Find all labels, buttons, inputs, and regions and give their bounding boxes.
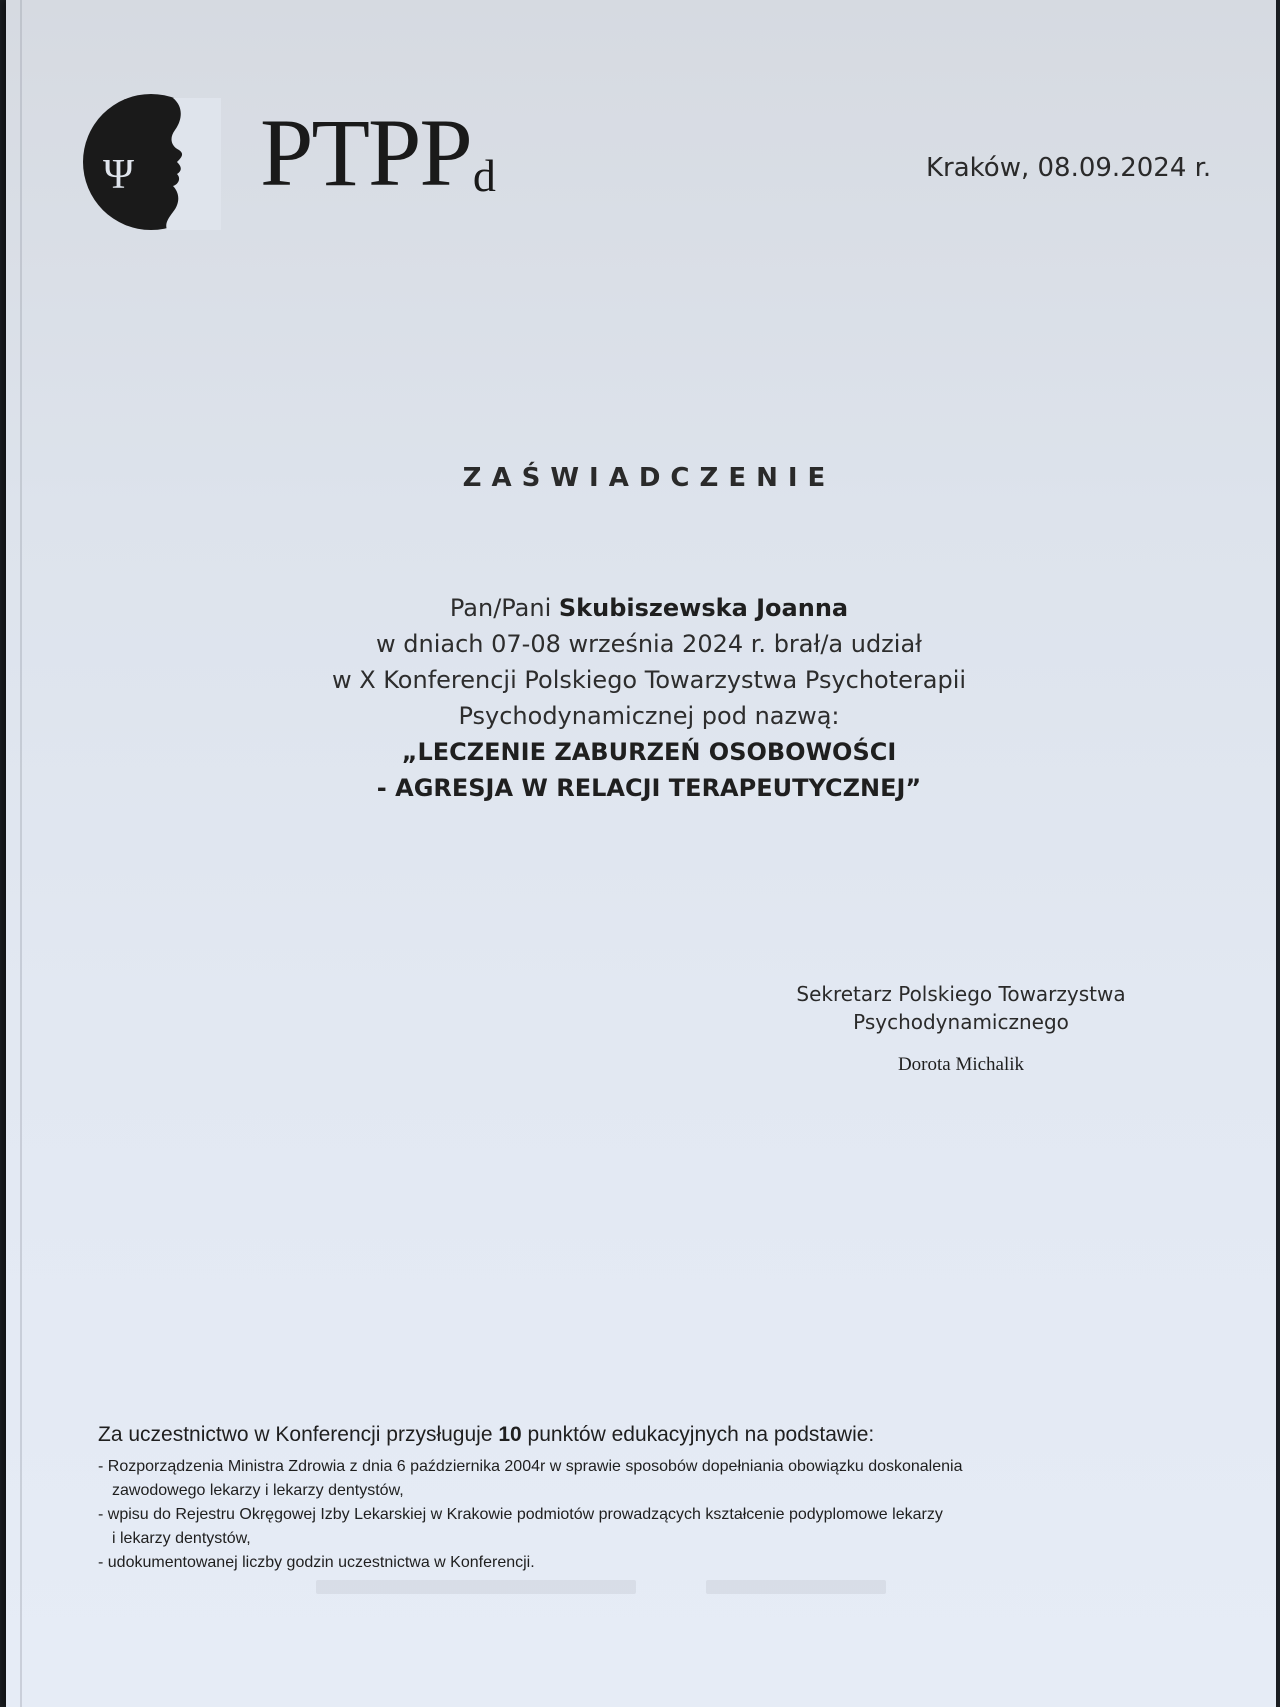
logo-subscript: d [472, 150, 496, 201]
document-page [6, 0, 1276, 1707]
participant-name: Skubiszewska Joanna [558, 594, 849, 622]
signature-role-line1: Sekretarz Polskiego Towarzystwa [796, 982, 1126, 1006]
body-line-name-intro: Psychodynamicznej pod nazwą: [458, 702, 840, 730]
signature-role-line2: Psychodynamicznego [853, 1010, 1069, 1034]
body-line-conference: w X Konferencji Polskiego Towarzystwa Psychoterapii [331, 666, 967, 694]
paper-stack-edge [20, 0, 22, 1707]
participant-line [6, 590, 1280, 626]
footer-list-item: - Rozporządzenia Ministra Zdrowia z dnia 6 października 2004r w sprawie sposobów dopełniania obowiązku doskonalenia zawodowego lekarzy i lekarzy dentystów, [98, 1458, 963, 1499]
participant-prefix: Pan/Pani [449, 594, 559, 622]
footer-list-item: - udokumentowanej liczby godzin uczestnictwa w Konferencji. [98, 1554, 535, 1571]
logo-wordmark [260, 99, 496, 206]
conference-title-line2: - AGRESJA W RELACJI TERAPEUTYCZNEJ” [376, 774, 922, 802]
footer-list-item: - wpisu do Rejestru Okręgowej Izby Lekarskiej w Krakowie podmiotów prowadzących kształcenie podyplomowe lekarzy i lekarzy dentystów, [98, 1506, 943, 1547]
footer-intro: Za uczestnictwo w Konferencji przysługuje 10 punktów edukacyjnych na podstawie: [98, 1423, 875, 1446]
psi-face-profile-icon [81, 92, 221, 232]
document-title: ZAŚWIADCZENIE [462, 463, 836, 493]
signer-name: Dorota Michalik [897, 1054, 1025, 1075]
certificate-body [6, 590, 1280, 806]
points-count: 10 [498, 1423, 522, 1446]
signature-role [726, 980, 1196, 1036]
show-through-text [316, 1580, 636, 1594]
document-date: Kraków, 08.09.2024 r. [926, 153, 1212, 183]
conference-title-line1: „LECZENIE ZABURZEŃ OSOBOWOŚCI [401, 738, 897, 766]
psi-glyph: Ψ [103, 152, 134, 198]
footer-notes [98, 1423, 1198, 1575]
body-line-dates: w dniach 07-08 września 2024 r. brał/a udział [376, 630, 922, 658]
logo-text: PTPP [260, 99, 471, 206]
show-through-text [706, 1580, 886, 1594]
